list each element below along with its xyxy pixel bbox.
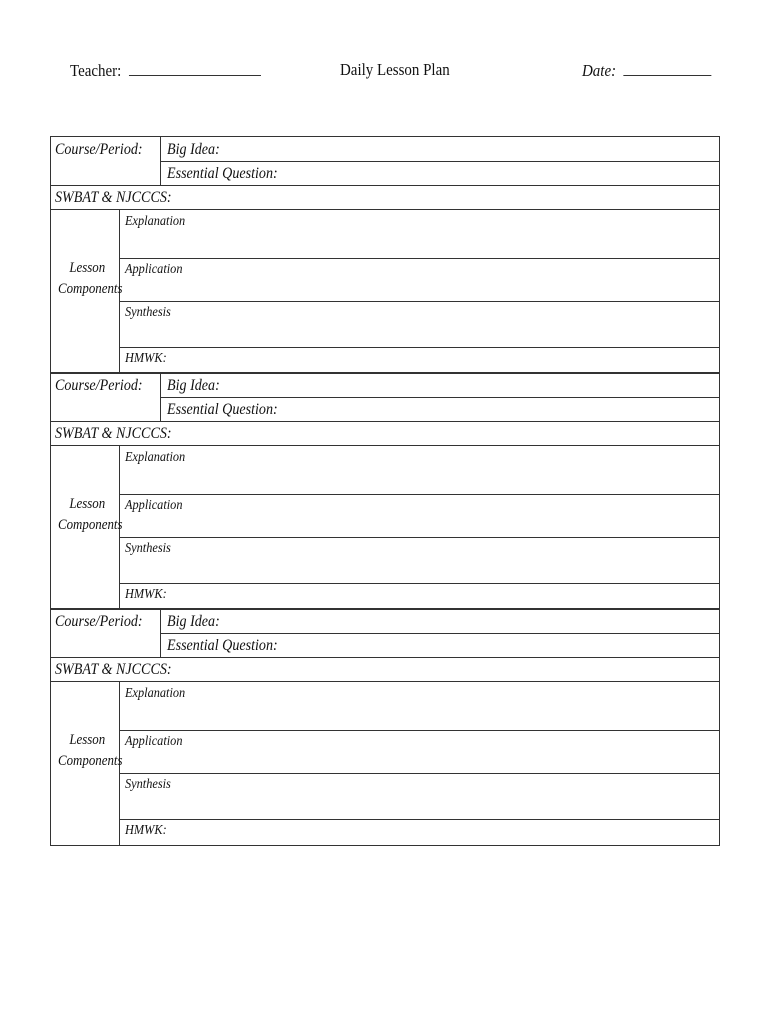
synthesis-cell[interactable] xyxy=(120,301,719,348)
lesson-cells xyxy=(120,682,719,845)
swbat-label: SWBAT & NJCCCS: xyxy=(55,189,172,206)
divider xyxy=(160,633,719,634)
essential-question-label: Essential Question: xyxy=(167,401,278,418)
course-row xyxy=(51,137,719,186)
synthesis-cell[interactable] xyxy=(120,537,719,584)
lesson-components-line2: Components xyxy=(58,517,123,533)
lesson-components-label xyxy=(58,730,123,772)
synthesis-label: Synthesis xyxy=(125,305,171,320)
course-period-label: Course/Period: xyxy=(55,613,143,630)
page-header xyxy=(0,60,770,88)
divider xyxy=(160,397,719,398)
teacher-label: Teacher: xyxy=(70,61,122,80)
explanation-label: Explanation xyxy=(125,214,186,229)
application-cell[interactable] xyxy=(120,494,719,538)
lesson-cells xyxy=(120,446,719,609)
divider xyxy=(160,161,719,162)
synthesis-label: Synthesis xyxy=(125,777,171,792)
application-label: Application xyxy=(125,262,183,277)
explanation-cell[interactable] xyxy=(120,210,719,259)
big-idea-label: Big Idea: xyxy=(167,613,220,630)
course-period-label: Course/Period: xyxy=(55,377,143,394)
course-row xyxy=(51,373,719,422)
essential-question-label: Essential Question: xyxy=(167,637,278,654)
swbat-row xyxy=(51,658,719,682)
explanation-cell[interactable] xyxy=(120,446,719,495)
lesson-components-section xyxy=(51,682,719,846)
lesson-components-line2: Components xyxy=(58,281,123,297)
homework-label: HMWK: xyxy=(125,351,167,366)
lesson-components-section xyxy=(51,446,719,610)
lesson-components-side xyxy=(51,210,123,373)
lesson-components-label xyxy=(58,258,123,300)
explanation-label: Explanation xyxy=(125,686,186,701)
application-label: Application xyxy=(125,734,183,749)
lesson-components-line1: Lesson xyxy=(69,260,106,276)
swbat-row xyxy=(51,186,719,210)
lesson-components-side xyxy=(51,446,123,609)
homework-label: HMWK: xyxy=(125,587,167,602)
homework-cell[interactable] xyxy=(120,819,719,845)
essential-question-label: Essential Question: xyxy=(167,165,278,182)
swbat-row xyxy=(51,422,719,446)
course-row xyxy=(51,609,719,658)
lesson-components-section xyxy=(51,210,719,374)
application-label: Application xyxy=(125,498,183,513)
date-blank-line[interactable] xyxy=(623,60,711,76)
application-cell[interactable] xyxy=(120,258,719,302)
date-label: Date: xyxy=(582,61,617,80)
big-idea-label: Big Idea: xyxy=(167,377,220,394)
teacher-blank-line[interactable] xyxy=(129,60,261,76)
course-period-label: Course/Period: xyxy=(55,141,143,158)
lesson-components-side xyxy=(51,682,123,845)
application-cell[interactable] xyxy=(120,730,719,774)
teacher-field xyxy=(70,60,261,81)
lesson-components-line1: Lesson xyxy=(69,732,106,748)
explanation-cell[interactable] xyxy=(120,682,719,731)
homework-cell[interactable] xyxy=(120,347,719,373)
page-title: Daily Lesson Plan xyxy=(340,60,450,79)
synthesis-label: Synthesis xyxy=(125,541,171,556)
lesson-components-line2: Components xyxy=(58,753,123,769)
lesson-cells xyxy=(120,210,719,373)
homework-cell[interactable] xyxy=(120,583,719,609)
lesson-components-line1: Lesson xyxy=(69,496,106,512)
lesson-plan-block xyxy=(50,608,720,846)
homework-label: HMWK: xyxy=(125,823,167,838)
lesson-plan-block xyxy=(50,372,720,610)
date-field xyxy=(582,60,711,81)
swbat-label: SWBAT & NJCCCS: xyxy=(55,425,172,442)
lesson-components-label xyxy=(58,494,123,536)
explanation-label: Explanation xyxy=(125,450,186,465)
big-idea-label: Big Idea: xyxy=(167,141,220,158)
lesson-plan-block xyxy=(50,136,720,374)
swbat-label: SWBAT & NJCCCS: xyxy=(55,661,172,678)
synthesis-cell[interactable] xyxy=(120,773,719,820)
